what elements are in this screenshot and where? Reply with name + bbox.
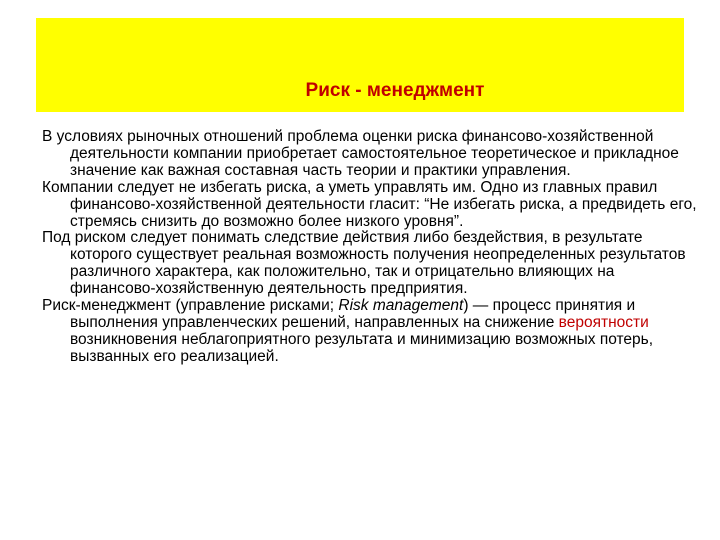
risk-management-text-part3: возникновения неблагоприятного результата и минимизацию возможных потерь, вызванных его реализацией. — [70, 330, 654, 365]
slide-title: Риск - менеджмент — [305, 80, 485, 101]
title-banner — [36, 18, 684, 112]
risk-management-text-part2: ) — процесс принятия и выполнения управленческих решений, направленных на снижение — [70, 297, 636, 331]
paragraph-manage-risk: Компании следует не избегать риска, а уметь управлять им. Одно из главных правил финансово-хозяйственной деятельности гласит: “Не избегать риска, а предвидеть его, стремясь снизить до возможно более низкого уровня”. — [42, 178, 697, 230]
paragraph-risk-definition: Под риском следует понимать следствие действия либо бездействия, в результате которого существует реальная возможность получения неопределенных результатов различного характера, как положительно, так и отрицательно влияющих на финансово-хозяйственную деятельность предприятия. — [42, 229, 686, 298]
risk-management-text-part1: Риск-менеджмент (управление рисками; — [42, 297, 339, 315]
probability-link[interactable]: вероятности — [558, 313, 649, 331]
risk-management-english-term: Risk management — [338, 297, 464, 315]
paragraph-market-conditions: В условиях рыночных отношений проблема оценки риска финансово-хозяйственной деятельности компании приобретает самостоятельное теоретическое и прикладное значение как важная составная часть теории и практики управления. — [42, 128, 679, 179]
slide-body — [42, 129, 697, 366]
paragraph-risk-management — [42, 298, 697, 366]
